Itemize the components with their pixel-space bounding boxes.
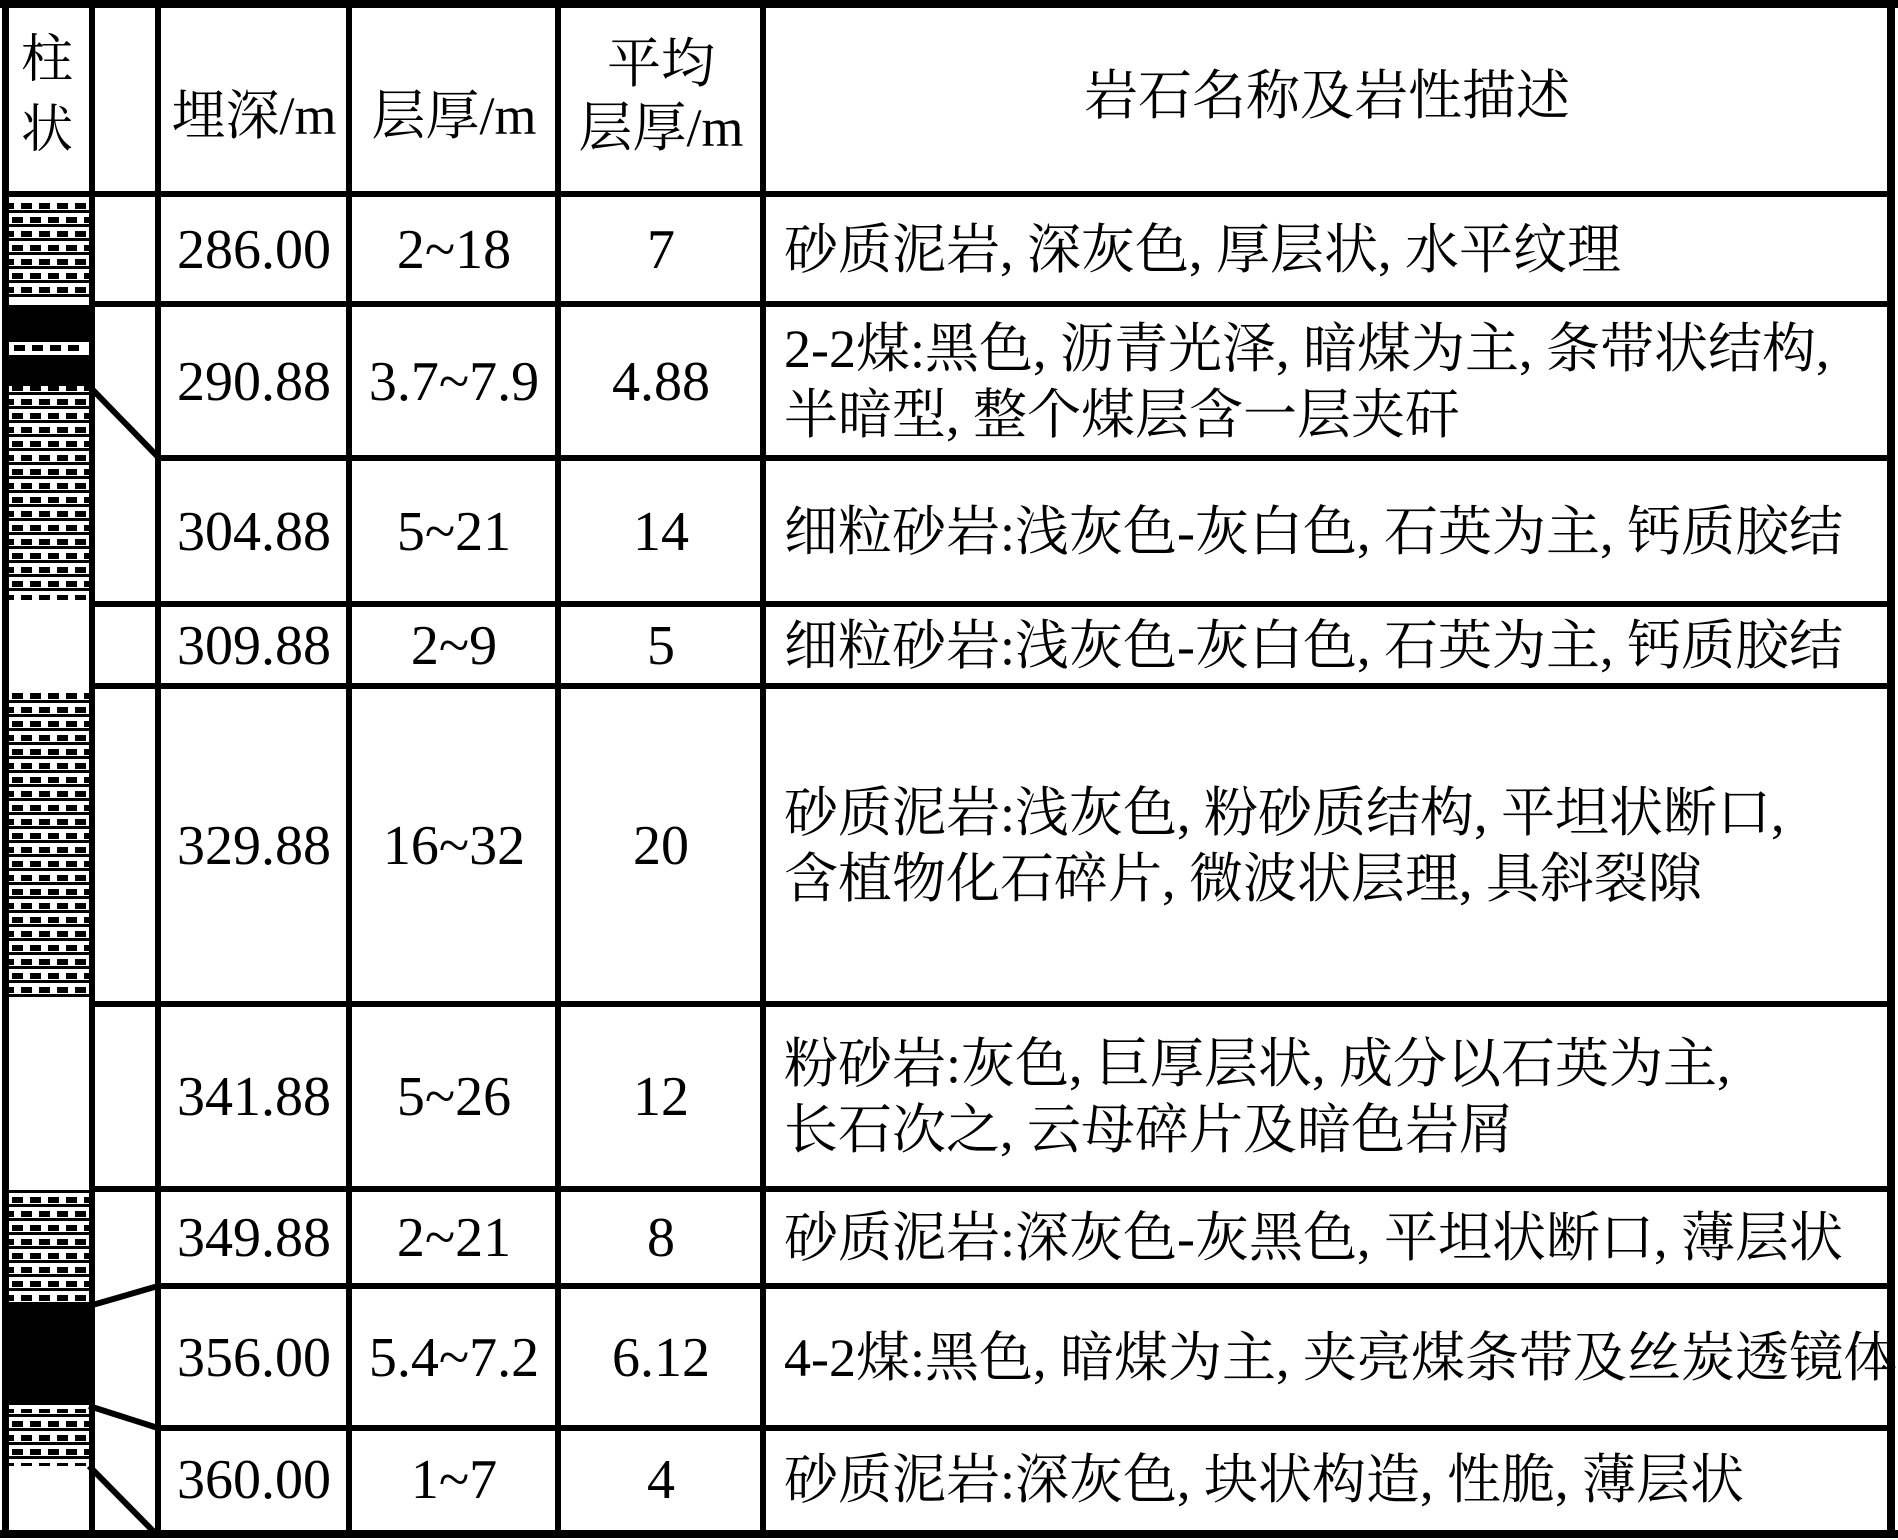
thickness-value: 2~21 xyxy=(396,1207,512,1269)
lith-seg-coal-4-2 xyxy=(8,1305,89,1405)
table-border-left xyxy=(2,0,9,1538)
lithology-description: 砂质泥岩, 深灰色, 厚层状, 水平纹理 xyxy=(784,219,1621,280)
lithology-description: 粉砂岩:灰色, 巨厚层状, 成分以石英为主, 长石次之, 云母碎片及暗色岩屑 xyxy=(784,1034,1731,1160)
lith-seg-sandy-mudstone-4 xyxy=(8,1190,89,1305)
avg-thickness-value: 20 xyxy=(633,814,689,877)
avg-thickness-value: 8 xyxy=(647,1207,675,1269)
depth-value: 290.88 xyxy=(177,350,331,413)
lithology-description: 砂质泥岩:浅灰色, 粉砂质结构, 平坦状断口, 含植物化石碎片, 微波状层理, 具斜裂隙 xyxy=(784,782,1785,909)
grid-v-lithology-right xyxy=(89,0,95,1538)
avg-thickness-value: 7 xyxy=(647,218,675,281)
lithology-description: 细粒砂岩:浅灰色-灰白色, 石英为主, 钙质胶结 xyxy=(784,615,1843,676)
lithology-description: 砂质泥岩:深灰色, 块状构造, 性脆, 薄层状 xyxy=(784,1450,1745,1510)
table-border-bottom xyxy=(0,1530,1898,1538)
header-description: 岩石名称及岩性描述 xyxy=(1084,66,1570,126)
depth-value: 286.00 xyxy=(177,218,331,281)
depth-value: 309.88 xyxy=(177,614,331,677)
depth-value: 349.88 xyxy=(177,1207,331,1269)
lith-seg-sandy-mudstone-3 xyxy=(8,689,89,1001)
depth-value: 356.00 xyxy=(177,1326,331,1389)
connector-line-column-end xyxy=(89,1466,158,1536)
connector-line-coal42-top xyxy=(89,1286,158,1306)
depth-value: 341.88 xyxy=(177,1066,331,1128)
avg-thickness-value: 12 xyxy=(633,1066,689,1128)
lithology-description: 细粒砂岩:浅灰色-灰白色, 石英为主, 钙质胶结 xyxy=(784,501,1843,562)
lithology-description: 4-2煤:黑色, 暗煤为主, 夹亮煤条带及丝炭透镜体 xyxy=(784,1327,1897,1388)
connector-line-coal42-bottom xyxy=(89,1406,158,1428)
avg-thickness-value: 5 xyxy=(647,614,675,677)
thickness-value: 5.4~7.2 xyxy=(368,1326,540,1389)
header-depth: 埋深/m xyxy=(171,86,337,146)
thickness-value: 1~7 xyxy=(410,1449,498,1511)
avg-thickness-value: 14 xyxy=(633,500,689,563)
thickness-value: 16~32 xyxy=(382,814,526,877)
depth-value: 360.00 xyxy=(177,1449,331,1511)
thickness-value: 5~26 xyxy=(396,1066,512,1128)
lith-seg-sandy-mudstone-2 xyxy=(8,386,89,600)
lith-seg-sandy-mudstone-5 xyxy=(8,1409,89,1466)
thickness-value: 5~21 xyxy=(396,500,512,563)
header-avg-thickness: 平均 层厚/m xyxy=(578,34,744,158)
thickness-value: 2~9 xyxy=(410,614,498,677)
avg-thickness-value: 4.88 xyxy=(612,350,710,413)
table-border-right xyxy=(1887,0,1895,1538)
connector-line-coal22-bottom xyxy=(89,386,158,457)
lithology-column-graphic xyxy=(0,0,160,1540)
avg-thickness-value: 6.12 xyxy=(612,1326,710,1389)
thickness-value: 2~18 xyxy=(396,218,512,281)
lithology-description: 2-2煤:黑色, 沥青光泽, 暗煤为主, 条带状结构, 半暗型, 整个煤层含一层夹矸 xyxy=(784,318,1830,445)
avg-thickness-value: 4 xyxy=(647,1449,675,1511)
header-lithology xyxy=(2,0,92,192)
thickness-value: 3.7~7.9 xyxy=(368,350,540,413)
lithology-description: 砂质泥岩:深灰色-灰黑色, 平坦状断口, 薄层状 xyxy=(784,1208,1843,1268)
depth-value: 329.88 xyxy=(177,814,331,877)
header-lithology-char-1: 柱 状 xyxy=(20,32,73,159)
header-thickness: 层厚/m xyxy=(371,86,537,146)
depth-value: 304.88 xyxy=(177,500,331,563)
lith-seg-sandy-mudstone-1 xyxy=(8,200,89,300)
